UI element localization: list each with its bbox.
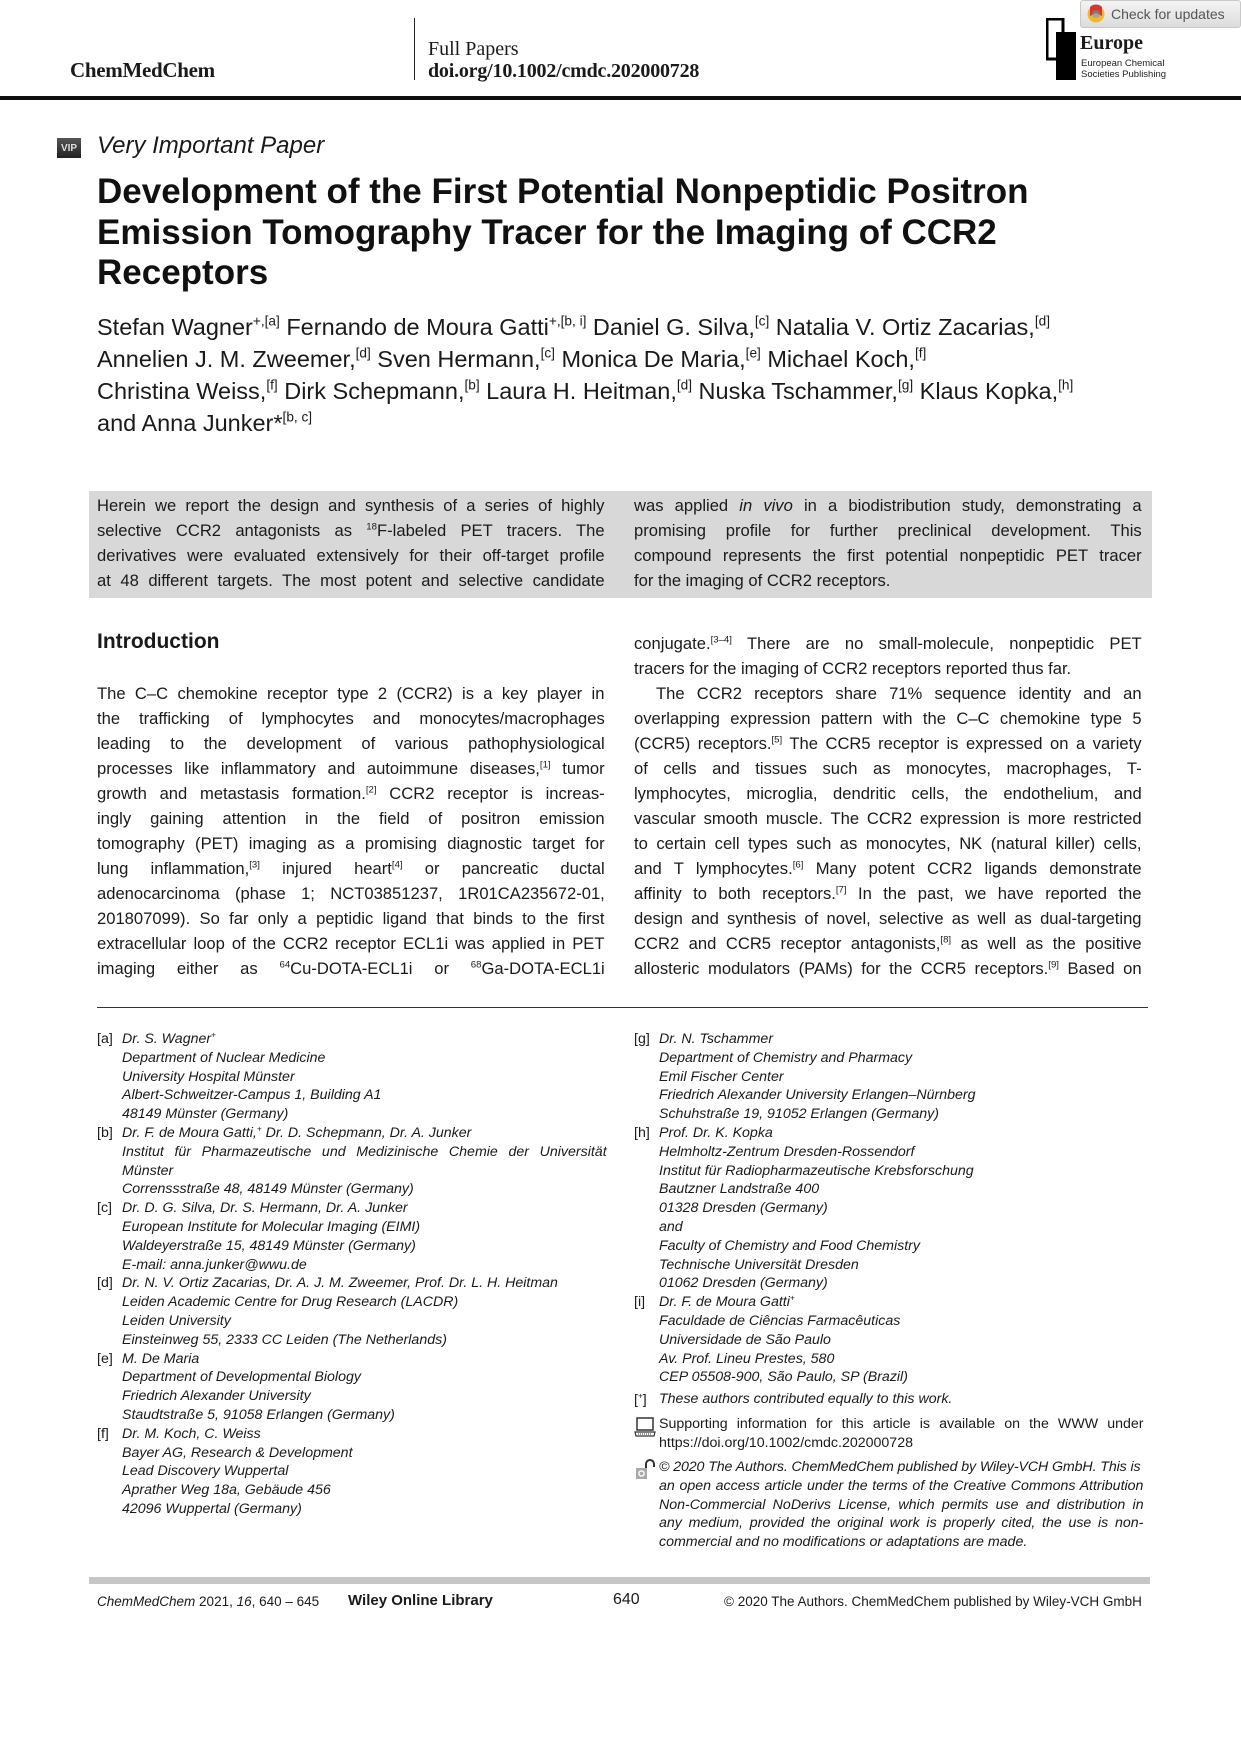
text-line: vascular smooth muscle. The CCR2 expression is more restricted bbox=[634, 809, 1142, 828]
text-line: allosteric modulators (PAMs) for the CCR5 receptors.[9] Based on bbox=[634, 959, 1142, 978]
superscript: [b, c] bbox=[282, 409, 313, 425]
text-line: CCR2 and CCR5 receptor antagonists,[8] as well as the positive bbox=[634, 934, 1142, 953]
page-number: 640 bbox=[613, 1591, 640, 1608]
supporting-info-line: Supporting information for this article is available on the WWW under bbox=[659, 1416, 1144, 1432]
superscript: + bbox=[211, 1030, 216, 1040]
text-line: the trafficking of lymphocytes and monocytes/macrophages bbox=[97, 709, 605, 728]
author-line: Stefan Wagner$^{+,[a]}$ Fernando de Moura Gatti$^{+,[b, i]}$ Daniel G. Silva,[c] Natalia V. Ortiz Zacarias,[d] bbox=[97, 313, 1050, 340]
text-line: selective CCR2 antagonists as $^{18}$F-labeled PET tracers. The bbox=[97, 521, 605, 540]
text-line: at 48 different targets. The most potent and selective candidate bbox=[97, 571, 605, 590]
superscript: [2] bbox=[365, 784, 377, 796]
affiliation-line: Faculty of Chemistry and Food Chemistry bbox=[659, 1237, 920, 1254]
superscript: [7] bbox=[835, 884, 847, 896]
superscript: [d] bbox=[1034, 313, 1050, 329]
affiliation-line: Department of Nuclear Medicine bbox=[122, 1049, 326, 1066]
superscript: 64 bbox=[279, 959, 291, 971]
affiliation-entry bbox=[97, 1124, 607, 1199]
intro-right-column bbox=[634, 631, 1142, 981]
title-line: Receptors bbox=[97, 253, 269, 292]
text-line: (CCR5) receptors.[5] The CCR5 receptor is expressed on a variety bbox=[634, 734, 1142, 753]
text-line: imaging either as $^{64}$Cu-DOTA-ECL1i or $^{68}$Ga-DOTA-ECL1i bbox=[97, 959, 605, 978]
open-access-lock-icon bbox=[634, 1459, 656, 1481]
affiliation-line: CEP 05508-900, São Paulo, SP (Brazil) bbox=[659, 1369, 908, 1386]
doi-link[interactable]: doi.org/10.1002/cmdc.202000728 bbox=[428, 60, 700, 82]
affiliation-line: Friedrich Alexander University bbox=[122, 1388, 311, 1405]
license-line: an open access article under the terms of the Creative Commons Attribution bbox=[659, 1477, 1144, 1494]
affiliation-entry bbox=[634, 1124, 1144, 1293]
text-line: overlapping expression pattern with the C–C chemokine type 5 bbox=[634, 709, 1142, 728]
affiliation-line: Dr. N. Tschammer bbox=[659, 1031, 774, 1047]
section-label: Full Papers bbox=[428, 38, 519, 60]
affiliation-entry bbox=[97, 1199, 607, 1274]
author-line: and Anna Junker*[b, c] bbox=[97, 409, 313, 436]
affiliation-label: [a] bbox=[97, 1031, 113, 1047]
superscript: [g] bbox=[897, 377, 914, 393]
wiley-online-library-link[interactable]: Wiley Online Library bbox=[348, 1592, 493, 1609]
text-line: processes like inflammatory and autoimmune diseases,[1] tumor bbox=[97, 759, 605, 778]
text-line: promising profile for further preclinical development. This bbox=[634, 521, 1142, 540]
superscript: +, bbox=[252, 313, 265, 329]
affiliation-line: Emil Fischer Center bbox=[659, 1068, 784, 1085]
footer-citation: ChemMedChem 2021, 16, 640 – 645 bbox=[97, 1594, 320, 1609]
affiliation-entry bbox=[97, 1350, 607, 1425]
affiliation-line: Leiden Academic Centre for Drug Research (LACDR) bbox=[122, 1294, 459, 1311]
abstract-left-column bbox=[97, 493, 605, 593]
superscript: [a] bbox=[264, 313, 280, 329]
author-line: Annelien J. M. Zweemer,[d] Sven Hermann,[c] Monica De Maria,[e] Michael Koch,[f] bbox=[97, 345, 927, 372]
emphasis: 16 bbox=[236, 1594, 252, 1609]
affiliation-label: [g] bbox=[634, 1031, 650, 1047]
superscript: [h] bbox=[1058, 377, 1074, 393]
superscript: [9] bbox=[1048, 959, 1059, 971]
laptop-icon bbox=[634, 1416, 656, 1438]
affiliation-line: Prof. Dr. K. Kopka bbox=[659, 1124, 773, 1141]
superscript: 68 bbox=[470, 959, 482, 971]
affiliation-line: European Institute for Molecular Imaging (EIMI) bbox=[122, 1218, 421, 1235]
affiliation-line: Av. Prof. Lineu Prestes, 580 bbox=[659, 1350, 835, 1367]
affiliation-line: Leiden University bbox=[122, 1312, 231, 1329]
affiliation-line: 48149 Münster (Germany) bbox=[122, 1106, 289, 1123]
affiliation-label: [b] bbox=[97, 1124, 113, 1141]
affiliation-line: Lead Discovery Wuppertal bbox=[122, 1463, 289, 1480]
affiliation-line: Waldeyerstraße 15, 48149 Münster (Germany) bbox=[122, 1237, 416, 1254]
text-line: was applied in vivo in a biodistribution study, demonstrating a bbox=[634, 496, 1142, 515]
text-line: tomography (PET) imaging as a promising diagnostic target for bbox=[97, 834, 605, 853]
author-line: Christina Weiss,[f] Dirk Schepmann,[b] Laura H. Heitman,[d] Nuska Tschammer,[g] Klaus Kopka,[h] bbox=[97, 377, 1074, 404]
license-line: commercial and no modifications or adaptations are made. bbox=[659, 1534, 1028, 1551]
superscript: [3–4] bbox=[710, 634, 732, 646]
affiliation-line: Correnssstraße 48, 48149 Münster (Germany) bbox=[122, 1181, 414, 1198]
introduction-heading: Introduction bbox=[97, 630, 220, 653]
text-line: tracers for the imaging of CCR2 receptors reported thus far. bbox=[634, 659, 1072, 678]
text-line: ingly gaining attention in the field of positron emission bbox=[97, 809, 605, 828]
superscript: [c] bbox=[540, 345, 555, 361]
emphasis: in vivo bbox=[739, 496, 793, 515]
text-line: lung inflammation,[3] injured heart[4] or pancreatic ductal bbox=[97, 859, 605, 878]
affiliation-line: Einsteinweg 55, 2333 CC Leiden (The Netherlands) bbox=[122, 1331, 447, 1348]
intro-left-column bbox=[97, 681, 605, 981]
superscript: [8] bbox=[940, 934, 952, 946]
affiliation-line: Staudtstraße 5, 91058 Erlangen (Germany) bbox=[122, 1406, 395, 1423]
affiliation-line: Münster bbox=[122, 1162, 174, 1179]
equal-contribution-text: These authors contributed equally to this work. bbox=[659, 1391, 953, 1407]
affiliation-label: [c] bbox=[97, 1200, 112, 1217]
footnote-divider bbox=[97, 1007, 1148, 1008]
affiliation-line: 42096 Wuppertal (Germany) bbox=[122, 1500, 302, 1517]
affiliation-entry bbox=[97, 1030, 607, 1124]
superscript: + bbox=[637, 1391, 643, 1401]
text-line: to certain cell types such as monocytes, NK (natural killer) cells, bbox=[634, 834, 1142, 853]
affiliation-label: [f] bbox=[97, 1425, 109, 1442]
superscript: [5] bbox=[771, 734, 783, 746]
footer-rule bbox=[89, 1577, 1150, 1584]
affiliation-line: Schuhstraße 19, 91052 Erlangen (Germany) bbox=[659, 1106, 939, 1123]
affiliation-label: [h] bbox=[634, 1124, 650, 1141]
affiliation-line: Faculdade de Ciências Farmacêuticas bbox=[659, 1312, 901, 1329]
text-line: Herein we report the design and synthesis of a series of highly bbox=[97, 496, 605, 515]
superscript: +, bbox=[548, 313, 561, 329]
superscript: [3] bbox=[249, 859, 260, 871]
abstract-right-column bbox=[634, 493, 1142, 593]
check-for-updates-label: Check for updates bbox=[1111, 6, 1225, 22]
text-line: 201807099). So far only a peptidic ligand that binds to the first bbox=[97, 909, 605, 928]
affiliation-label: [i] bbox=[634, 1294, 646, 1311]
text-line: conjugate.[3–4] There are no small-molecule, nonpeptidic PET bbox=[634, 634, 1142, 653]
text-line: The CCR2 receptors share 71% sequence identity and an bbox=[656, 684, 1142, 703]
text-line: design and synthesis of novel, selective as well as dual-targeting bbox=[634, 909, 1142, 928]
text-line: adenocarcinoma (phase 1; NCT03851237, 1R01CA235672-01, bbox=[97, 884, 605, 903]
author-list bbox=[97, 311, 1073, 439]
superscript: [f] bbox=[914, 345, 927, 361]
superscript: [6] bbox=[792, 859, 804, 871]
superscript: [1] bbox=[539, 759, 551, 771]
license-note bbox=[634, 1458, 1144, 1552]
equal-contribution-note bbox=[634, 1390, 1144, 1409]
affiliation-line: University Hospital Münster bbox=[122, 1068, 295, 1085]
superscript: [4] bbox=[391, 859, 403, 871]
license-line: any medium, provided the original work is properly cited, the use is non- bbox=[659, 1515, 1144, 1532]
license-line: © 2020 The Authors. ChemMedChem published by Wiley-VCH GmbH. This is bbox=[659, 1459, 1141, 1475]
affiliation-line: E-mail: anna.junker@wwu.de bbox=[122, 1256, 307, 1273]
text-line: derivatives were evaluated extensively for their off-target profile bbox=[97, 546, 605, 565]
affiliations-right bbox=[634, 1030, 1144, 1387]
check-for-updates-button[interactable] bbox=[1080, 0, 1241, 28]
affiliation-line: Dr. M. Koch, C. Weiss bbox=[122, 1425, 261, 1442]
affiliation-entry bbox=[97, 1274, 607, 1349]
text-line: of cells and tissues such as monocytes, macrophages, T- bbox=[634, 759, 1142, 778]
text-line: for the imaging of CCR2 receptors. bbox=[634, 571, 891, 590]
chemistry-europe-logo-icon bbox=[1046, 18, 1076, 80]
article-category: Very Important Paper bbox=[97, 132, 325, 159]
supporting-info-url[interactable]: https://doi.org/10.1002/cmdc.202000728 bbox=[659, 1434, 913, 1451]
affiliation-line: Aprather Weg 18a, Gebäude 456 bbox=[122, 1482, 331, 1499]
affiliation-line: Friedrich Alexander University Erlangen–Nürnberg bbox=[659, 1087, 976, 1104]
affiliation-line: Technische Universität Dresden bbox=[659, 1256, 859, 1273]
text-line: lymphocytes, microglia, dendritic cells, the endothelium, and bbox=[634, 784, 1142, 803]
affiliation-entry bbox=[97, 1425, 607, 1519]
affiliation-line: Albert-Schweitzer-Campus 1, Building A1 bbox=[122, 1087, 382, 1104]
text-line: affinity to both receptors.[7] In the past, we have reported the bbox=[634, 884, 1142, 903]
publisher-logo-text: Europe bbox=[1080, 32, 1143, 54]
header-divider bbox=[414, 18, 415, 80]
publisher-sub-line: Societies Publishing bbox=[1081, 69, 1167, 80]
text-line: The C–C chemokine receptor type 2 (CCR2) is a key player in bbox=[97, 684, 605, 703]
superscript: + bbox=[789, 1293, 795, 1303]
superscript: + bbox=[256, 1124, 262, 1134]
affiliation-line: Department of Chemistry and Pharmacy bbox=[659, 1049, 913, 1066]
superscript: [f] bbox=[266, 377, 278, 393]
journal-name: ChemMedChem bbox=[70, 58, 215, 82]
equal-contribution-label: [+] bbox=[634, 1391, 647, 1408]
affiliation-label: [d] bbox=[97, 1275, 113, 1292]
text-line: leading to the development of various pathophysiological bbox=[97, 734, 605, 753]
article-title bbox=[97, 172, 1028, 294]
affiliation-line: Department of Developmental Biology bbox=[122, 1369, 361, 1386]
affiliation-line: and bbox=[659, 1218, 683, 1235]
affiliation-line: Dr. N. V. Ortiz Zacarias, Dr. A. J. M. Zweemer, Prof. Dr. L. H. Heitman bbox=[122, 1275, 558, 1292]
license-line: Non-Commercial NoDerivs License, which permits use and distribution in bbox=[659, 1496, 1144, 1513]
title-line: Emission Tomography Tracer for the Imaging of CCR2 bbox=[97, 212, 997, 252]
affiliation-line: Bayer AG, Research & Development bbox=[122, 1444, 353, 1461]
superscript: [b] bbox=[464, 377, 480, 393]
superscript: [c] bbox=[754, 313, 770, 329]
affiliation-line: Universidade de São Paulo bbox=[659, 1331, 831, 1348]
affiliation-label: [e] bbox=[97, 1350, 113, 1367]
affiliation-entry bbox=[634, 1293, 1144, 1387]
crossmark-icon bbox=[1087, 3, 1105, 25]
affiliation-line: M. De Maria bbox=[122, 1350, 200, 1367]
superscript: 18 bbox=[366, 521, 377, 533]
affiliation-line: Dr. F. de Moura Gatti,+ Dr. D. Schepmann, Dr. A. Junker bbox=[122, 1124, 472, 1141]
publisher-logo-subtitle bbox=[1081, 58, 1166, 80]
vip-icon: VIP bbox=[57, 138, 81, 158]
text-line: and T lymphocytes.[6] Many potent CCR2 ligands demonstrate bbox=[634, 859, 1142, 878]
affiliation-line: Dr. D. G. Silva, Dr. S. Hermann, Dr. A. Junker bbox=[122, 1200, 408, 1217]
superscript: [b, i] bbox=[560, 313, 587, 329]
superscript: [e] bbox=[745, 345, 761, 361]
affiliation-entry bbox=[634, 1030, 1144, 1124]
text-line: extracellular loop of the CCR2 receptor ECL1i was applied in PET bbox=[97, 934, 605, 953]
superscript: [d] bbox=[355, 345, 371, 361]
affiliation-line: 01062 Dresden (Germany) bbox=[659, 1275, 828, 1292]
supporting-info-note bbox=[634, 1415, 1144, 1453]
affiliation-line: Institut für Pharmazeutische und Medizinische Chemie der Universität bbox=[122, 1143, 607, 1160]
emphasis: ChemMedChem bbox=[97, 1594, 196, 1609]
affiliations-left bbox=[97, 1030, 607, 1519]
affiliation-line: 01328 Dresden (Germany) bbox=[659, 1200, 828, 1217]
superscript: [d] bbox=[676, 377, 693, 393]
affiliation-line: Dr. F. de Moura Gatti+ bbox=[659, 1293, 795, 1311]
affiliation-line: Institut für Radiopharmazeutische Krebsforschung bbox=[659, 1162, 974, 1179]
publisher-sub-line: European Chemical bbox=[1081, 58, 1165, 69]
title-line: Development of the First Potential Nonpeptidic Positron bbox=[97, 172, 1029, 211]
header-rule bbox=[0, 96, 1241, 100]
affiliation-line: Bautzner Landstraße 400 bbox=[659, 1181, 820, 1198]
affiliation-line: Helmholtz-Zentrum Dresden-Rossendorf bbox=[659, 1143, 915, 1160]
footer-copyright: © 2020 The Authors. ChemMedChem published by Wiley-VCH GmbH bbox=[724, 1594, 1142, 1609]
affiliation-line: Dr. S. Wagner+ bbox=[122, 1030, 216, 1047]
text-line: growth and metastasis formation.[2] CCR2 receptor is increas- bbox=[97, 784, 605, 803]
text-line: compound represents the first potential nonpeptidic PET tracer bbox=[634, 546, 1142, 565]
